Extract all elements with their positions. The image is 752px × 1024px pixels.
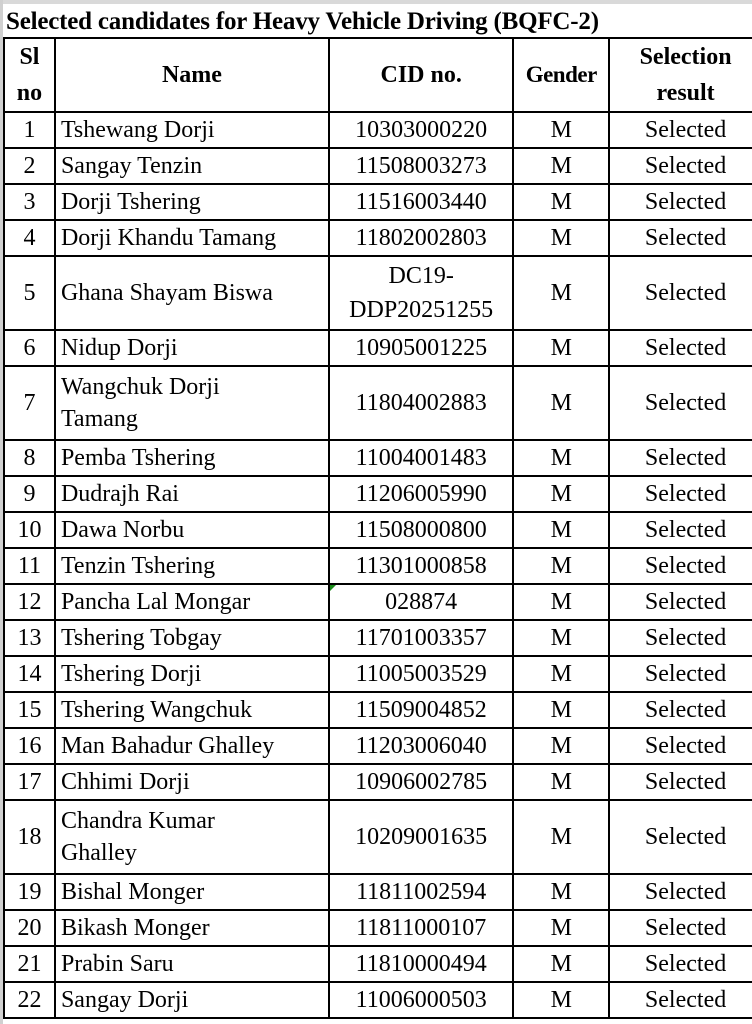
- cell-cid[interactable]: [329, 184, 513, 220]
- cell-cid-text: 11301000858: [355, 553, 487, 579]
- header-sl-line2: no: [16, 80, 43, 106]
- table-row: [4, 366, 752, 440]
- cell-name[interactable]: Prabin Saru: [55, 946, 329, 982]
- table-row: [4, 112, 752, 148]
- cell-selection-result[interactable]: Selected: [609, 692, 752, 728]
- cell-gender[interactable]: M: [513, 910, 609, 946]
- cell-selection-result[interactable]: Selected: [609, 366, 752, 440]
- cell-cid-line2: DDP20251255: [349, 297, 494, 323]
- cell-name[interactable]: Dudrajh Rai: [55, 476, 329, 512]
- cell-sl-no[interactable]: 5: [4, 256, 55, 330]
- table-row: [4, 512, 752, 548]
- cell-selection-result[interactable]: Selected: [609, 512, 752, 548]
- cell-sl-no[interactable]: 7: [4, 366, 55, 440]
- cell-gender[interactable]: M: [513, 256, 609, 330]
- cell-cid-text: 11802002803: [355, 225, 487, 251]
- table-row: [4, 584, 752, 620]
- cell-cid[interactable]: [329, 440, 513, 476]
- cell-selection-result[interactable]: Selected: [609, 256, 752, 330]
- cell-name[interactable]: Tshering Dorji: [55, 656, 329, 692]
- cell-cid[interactable]: [329, 112, 513, 148]
- cell-cid[interactable]: [329, 874, 513, 910]
- table-row: [4, 728, 752, 764]
- cell-name[interactable]: Nidup Dorji: [55, 330, 329, 366]
- cell-sl-no[interactable]: 21: [4, 946, 55, 982]
- header-row: [4, 38, 752, 112]
- cell-selection-result[interactable]: Selected: [609, 982, 752, 1018]
- cell-name-line1: Wangchuk Dorji: [60, 374, 220, 400]
- cell-cid[interactable]: [329, 330, 513, 366]
- cell-cid-text: 11005003529: [355, 661, 487, 687]
- cell-cid[interactable]: [329, 620, 513, 656]
- cell-sl-no[interactable]: 3: [4, 184, 55, 220]
- table-row: [4, 476, 752, 512]
- sheet-title: Selected candidates for Heavy Vehicle Driving (BQFC-2): [6, 8, 599, 35]
- cell-sl-no[interactable]: 16: [4, 728, 55, 764]
- cell-name[interactable]: Bikash Monger: [55, 910, 329, 946]
- cell-gender[interactable]: M: [513, 692, 609, 728]
- cell-name[interactable]: Tshering Wangchuk: [55, 692, 329, 728]
- cell-gender[interactable]: M: [513, 476, 609, 512]
- cell-sl-no[interactable]: 18: [4, 800, 55, 874]
- header-result-line1: Selection: [639, 44, 732, 70]
- cell-gender[interactable]: M: [513, 112, 609, 148]
- cell-sl-no[interactable]: 6: [4, 330, 55, 366]
- cell-gender[interactable]: M: [513, 946, 609, 982]
- cell-selection-result[interactable]: Selected: [609, 184, 752, 220]
- cell-name[interactable]: Dorji Tshering: [55, 184, 329, 220]
- cell-gender[interactable]: M: [513, 184, 609, 220]
- cell-name[interactable]: Chhimi Dorji: [55, 764, 329, 800]
- cell-gender[interactable]: M: [513, 512, 609, 548]
- cell-gender[interactable]: M: [513, 548, 609, 584]
- cell-name[interactable]: Tshewang Dorji: [55, 112, 329, 148]
- table-row: [4, 440, 752, 476]
- header-result-line2: result: [656, 80, 715, 106]
- cell-cid-text: 10209001635: [355, 824, 488, 850]
- candidates-table: [3, 37, 752, 1019]
- cell-cid-text: 11004001483: [355, 445, 487, 471]
- cell-gender[interactable]: M: [513, 220, 609, 256]
- cell-selection-result[interactable]: Selected: [609, 548, 752, 584]
- table-row: [4, 148, 752, 184]
- cell-gender[interactable]: M: [513, 440, 609, 476]
- cell-cid[interactable]: [329, 584, 513, 620]
- cell-sl-no[interactable]: 2: [4, 148, 55, 184]
- cell-selection-result[interactable]: Selected: [609, 112, 752, 148]
- cell-selection-result[interactable]: Selected: [609, 330, 752, 366]
- cell-sl-no[interactable]: 15: [4, 692, 55, 728]
- cell-cid-text: 11811000107: [356, 915, 487, 941]
- cell-selection-result[interactable]: Selected: [609, 584, 752, 620]
- table-row: [4, 800, 752, 874]
- table-row: [4, 764, 752, 800]
- cell-name-line2: Ghalley: [60, 840, 137, 866]
- cell-sl-no[interactable]: 19: [4, 874, 55, 910]
- cell-sl-no[interactable]: 11: [4, 548, 55, 584]
- cell-cid-line1: DC19-: [388, 263, 454, 289]
- header-gender[interactable]: Gender: [513, 38, 609, 112]
- table-row: [4, 184, 752, 220]
- cell-cid-text: 11811002594: [356, 879, 487, 905]
- cell-cid[interactable]: [329, 728, 513, 764]
- cell-cid[interactable]: [329, 982, 513, 1018]
- cell-cid-text: 11203006040: [355, 733, 487, 759]
- cell-cid[interactable]: [329, 476, 513, 512]
- table-row: [4, 256, 752, 330]
- cell-selection-result[interactable]: Selected: [609, 946, 752, 982]
- cell-gender[interactable]: M: [513, 728, 609, 764]
- cell-name[interactable]: Pancha Lal Mongar: [55, 584, 329, 620]
- cell-sl-no[interactable]: 12: [4, 584, 55, 620]
- header-sl-line1: Sl: [19, 44, 40, 70]
- cell-gender[interactable]: M: [513, 148, 609, 184]
- cell-name[interactable]: Tenzin Tshering: [55, 548, 329, 584]
- cell-name-line2: Tamang: [60, 406, 138, 432]
- cell-cid[interactable]: [329, 764, 513, 800]
- cell-sl-no[interactable]: 9: [4, 476, 55, 512]
- header-selection-result[interactable]: [609, 38, 752, 112]
- table-row: [4, 220, 752, 256]
- cell-cid-text: 11701003357: [355, 625, 487, 651]
- cell-cid[interactable]: [329, 256, 513, 330]
- cell-cid-text: 10303000220: [355, 117, 488, 143]
- cell-cid[interactable]: [329, 656, 513, 692]
- cell-selection-result[interactable]: Selected: [609, 440, 752, 476]
- cell-cid-text: 10906002785: [355, 769, 488, 795]
- cell-cid[interactable]: [329, 512, 513, 548]
- cell-sl-no[interactable]: 20: [4, 910, 55, 946]
- cell-cid[interactable]: [329, 148, 513, 184]
- cell-gender[interactable]: M: [513, 764, 609, 800]
- cell-cid[interactable]: [329, 800, 513, 874]
- header-name[interactable]: Name: [55, 38, 329, 112]
- cell-selection-result[interactable]: Selected: [609, 220, 752, 256]
- cell-gender[interactable]: M: [513, 874, 609, 910]
- cell-sl-no[interactable]: 1: [4, 112, 55, 148]
- cell-gender[interactable]: M: [513, 584, 609, 620]
- table-row: [4, 874, 752, 910]
- table-row: [4, 692, 752, 728]
- cell-selection-result[interactable]: Selected: [609, 728, 752, 764]
- cell-sl-no[interactable]: 22: [4, 982, 55, 1018]
- cell-name[interactable]: Tshering Tobgay: [55, 620, 329, 656]
- cell-cid[interactable]: [329, 910, 513, 946]
- cell-sl-no[interactable]: 14: [4, 656, 55, 692]
- cell-cid[interactable]: [329, 692, 513, 728]
- cell-cid-text: 11804002883: [355, 390, 487, 416]
- cell-gender[interactable]: M: [513, 330, 609, 366]
- cell-gender[interactable]: M: [513, 656, 609, 692]
- cell-cid-text: 10905001225: [355, 335, 488, 361]
- cell-selection-result[interactable]: Selected: [609, 620, 752, 656]
- table-row: [4, 620, 752, 656]
- cell-gender[interactable]: M: [513, 982, 609, 1018]
- header-cid[interactable]: CID no.: [329, 38, 513, 112]
- header-sl-no[interactable]: [4, 38, 55, 112]
- cell-name[interactable]: Dawa Norbu: [55, 512, 329, 548]
- cell-cid-text: 11516003440: [355, 189, 487, 215]
- table-row: [4, 548, 752, 584]
- cell-cid-text: 11810000494: [355, 951, 487, 977]
- cell-name[interactable]: [55, 366, 329, 440]
- cell-name[interactable]: Sangay Tenzin: [55, 148, 329, 184]
- cell-cid[interactable]: [329, 366, 513, 440]
- cell-name[interactable]: [55, 800, 329, 874]
- table-body: [4, 112, 752, 1018]
- cell-cid[interactable]: [329, 220, 513, 256]
- cell-cid-text: 11508003273: [355, 153, 487, 179]
- cell-sl-no[interactable]: 13: [4, 620, 55, 656]
- cell-cid[interactable]: [329, 548, 513, 584]
- cell-cid-text: 11006000503: [355, 987, 487, 1013]
- cell-selection-result[interactable]: Selected: [609, 764, 752, 800]
- cell-selection-result[interactable]: Selected: [609, 910, 752, 946]
- cell-name[interactable]: Bishal Monger: [55, 874, 329, 910]
- cell-cid-text: 11509004852: [355, 697, 487, 723]
- cell-sl-no[interactable]: 8: [4, 440, 55, 476]
- cell-gender[interactable]: M: [513, 800, 609, 874]
- cell-name[interactable]: Pemba Tshering: [55, 440, 329, 476]
- cell-sl-no[interactable]: 4: [4, 220, 55, 256]
- table-row: [4, 946, 752, 982]
- cell-selection-result[interactable]: Selected: [609, 148, 752, 184]
- cell-gender[interactable]: M: [513, 366, 609, 440]
- cell-selection-result[interactable]: Selected: [609, 476, 752, 512]
- cell-cid-text: 028874: [385, 589, 458, 615]
- cell-name[interactable]: Dorji Khandu Tamang: [55, 220, 329, 256]
- table-row: [4, 656, 752, 692]
- cell-selection-result[interactable]: Selected: [609, 800, 752, 874]
- cell-sl-no[interactable]: 10: [4, 512, 55, 548]
- table-row: [4, 330, 752, 366]
- cell-gender[interactable]: M: [513, 620, 609, 656]
- number-stored-as-text-indicator-icon[interactable]: [330, 585, 336, 591]
- cell-cid-text: 11508000800: [355, 517, 487, 543]
- cell-name[interactable]: Sangay Dorji: [55, 982, 329, 1018]
- cell-cid[interactable]: [329, 946, 513, 982]
- cell-selection-result[interactable]: Selected: [609, 874, 752, 910]
- cell-name[interactable]: Man Bahadur Ghalley: [55, 728, 329, 764]
- cell-selection-result[interactable]: Selected: [609, 656, 752, 692]
- cell-cid-text: 11206005990: [355, 481, 487, 507]
- table-row: [4, 982, 752, 1018]
- cell-name-line1: Chandra Kumar: [60, 808, 215, 834]
- cell-name[interactable]: Ghana Shayam Biswa: [55, 256, 329, 330]
- table-row: [4, 910, 752, 946]
- cell-sl-no[interactable]: 17: [4, 764, 55, 800]
